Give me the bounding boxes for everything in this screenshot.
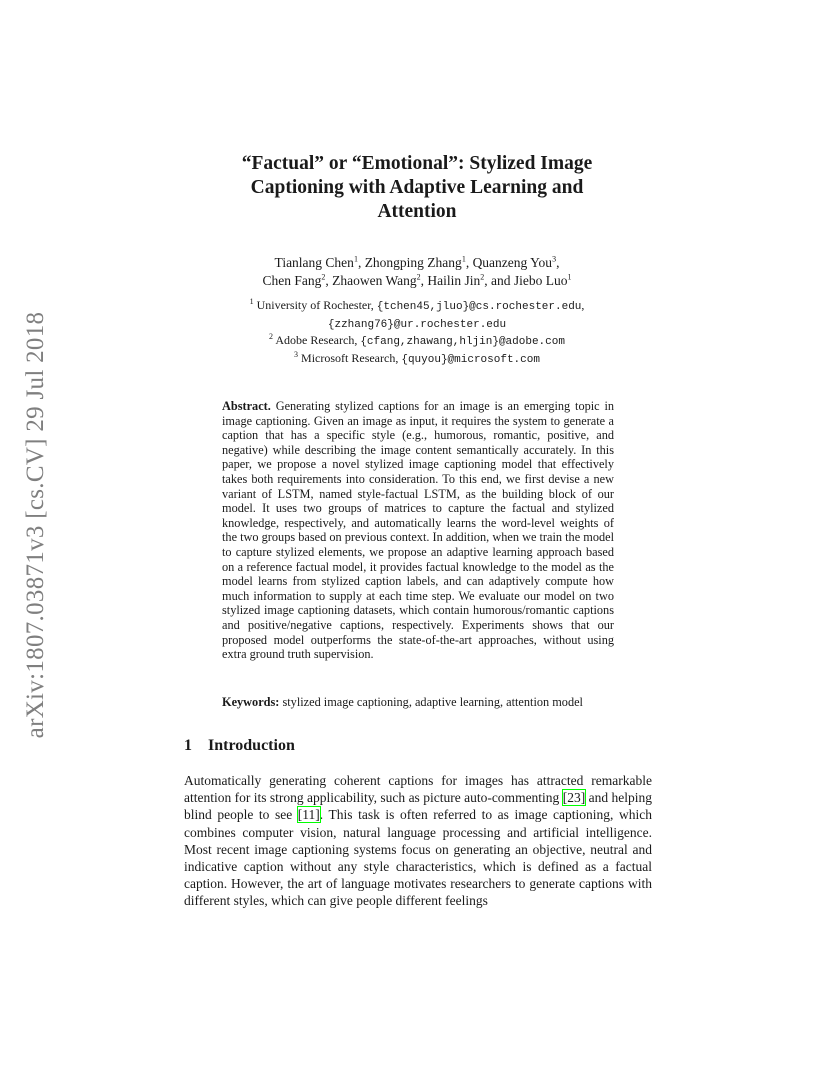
title-line-1: “Factual” or “Emotional”: Stylized Image <box>241 153 593 174</box>
paper-title <box>184 152 650 224</box>
title-line-2: Captioning with Adaptive Learning and <box>250 177 584 198</box>
arxiv-sidebar <box>14 290 58 760</box>
arxiv-identifier: arXiv:1807.03871v3 [cs.CV] 29 Jul 2018 <box>22 311 49 739</box>
email-address: {cfang,zhawang,hljin}@adobe.com <box>360 336 565 348</box>
title-line-3: Attention <box>377 201 457 222</box>
abstract-text: Generating stylized captions for an image is an emerging topic in image captioning. Given an image as input, it requires the system to generate a caption that has a specific style (e.g., humorous, romantic, positive, and negative) while describing the image content semantically accurately. In this paper, we propose a novel stylized image captioning model that effectively takes both requirements into consideration. To this end, we first devise a new variant of LSTM, named style-factual LSTM, as the building block of our model. It uses two groups of matrices to capture the factual and stylized knowledge, respectively, and automatically learns the word-level weights of the two groups based on previous context. In addition, when we train the model to capture stylized elements, we propose an adaptive learning approach based on a reference factual model, it provides factual knowledge to the model as the model learns from stylized caption labels, and can adaptively compute how much information to supply at each time step. We evaluate our model on two stylized image captioning datasets, which contain humorous/romantic captions and positive/negative captions, respectively. Experiments shows that our proposed model outperforms the state-of-the-art approaches, without using extra ground truth supervision. <box>222 399 615 662</box>
author-list: Tianlang Chen$^1$, Zhongping Zhang$^1$, Quanzeng You$^3$, Chen Fang$^2$, Zhaowen Wang$^2$, Hailin Jin$^2$, and Jiebo Luo$^1$ <box>262 254 572 288</box>
author-name: Chen Fang <box>262 273 322 288</box>
keywords-text: stylized image captioning, adaptive learning, attention model <box>282 695 583 709</box>
section-number: 1 <box>184 737 192 754</box>
author-affiliation-mark: 3 <box>552 254 557 264</box>
affiliation-3: $^3$ Microsoft Research, {quyou}@microsoft.com <box>294 349 540 366</box>
author-name: Jiebo Luo <box>513 273 568 288</box>
citation-link[interactable]: [23] <box>562 790 586 806</box>
author-affiliation-mark: 2 <box>321 272 326 282</box>
author-affiliation-mark: 2 <box>416 272 421 282</box>
email-address: {zzhang76}@ur.rochester.edu <box>327 318 507 331</box>
affiliation-2: $^2$ Adobe Research, {cfang,zhawang,hljin}@adobe.com <box>269 332 565 348</box>
author-name: Tianlang Chen <box>274 255 354 270</box>
abstract-label: Abstract. <box>222 399 271 413</box>
keywords-label: Keywords: <box>222 695 280 709</box>
abstract <box>222 399 614 662</box>
email-address: {tchen45,jluo}@cs.rochester.edu <box>376 301 582 313</box>
author-affiliation-mark: 1 <box>353 254 358 264</box>
author-name: Quanzeng You <box>472 255 553 270</box>
affiliation-1-email-2 <box>184 316 650 334</box>
author-affiliation-mark: 1 <box>461 254 466 264</box>
section-heading <box>184 736 295 756</box>
author-name: Zhaowen Wang <box>332 273 417 288</box>
keywords <box>222 695 622 710</box>
citation-link[interactable]: [11] <box>297 807 320 823</box>
author-affiliation-mark: 1 <box>567 272 572 282</box>
affiliation-1: $^1$ University of Rochester, {tchen45,jluo}@cs.rochester.edu, <box>249 297 585 313</box>
author-name: Hailin Jin <box>427 273 481 288</box>
email-address: {quyou}@microsoft.com <box>401 353 540 366</box>
author-name: Zhongping Zhang <box>364 255 462 270</box>
affiliations <box>184 298 650 368</box>
author-affiliation-mark: 2 <box>480 272 485 282</box>
body-text: Automatically generating coherent captions for images has attracted remarkable attention for its strong applicability, such as picture auto-commenting [23] and helping blind people to see [11]. This task is often referred to as image captioning, which combines computer vision, natural language processing and artificial intelligence. Most recent image captioning systems focus on generating an objective, neutral and indicative caption without any style characteristics, which is defined as a factual caption. However, the art of language motivates researchers to generate captions with different styles, which can give people different feelings <box>184 773 652 909</box>
section-title: Introduction <box>208 737 295 754</box>
